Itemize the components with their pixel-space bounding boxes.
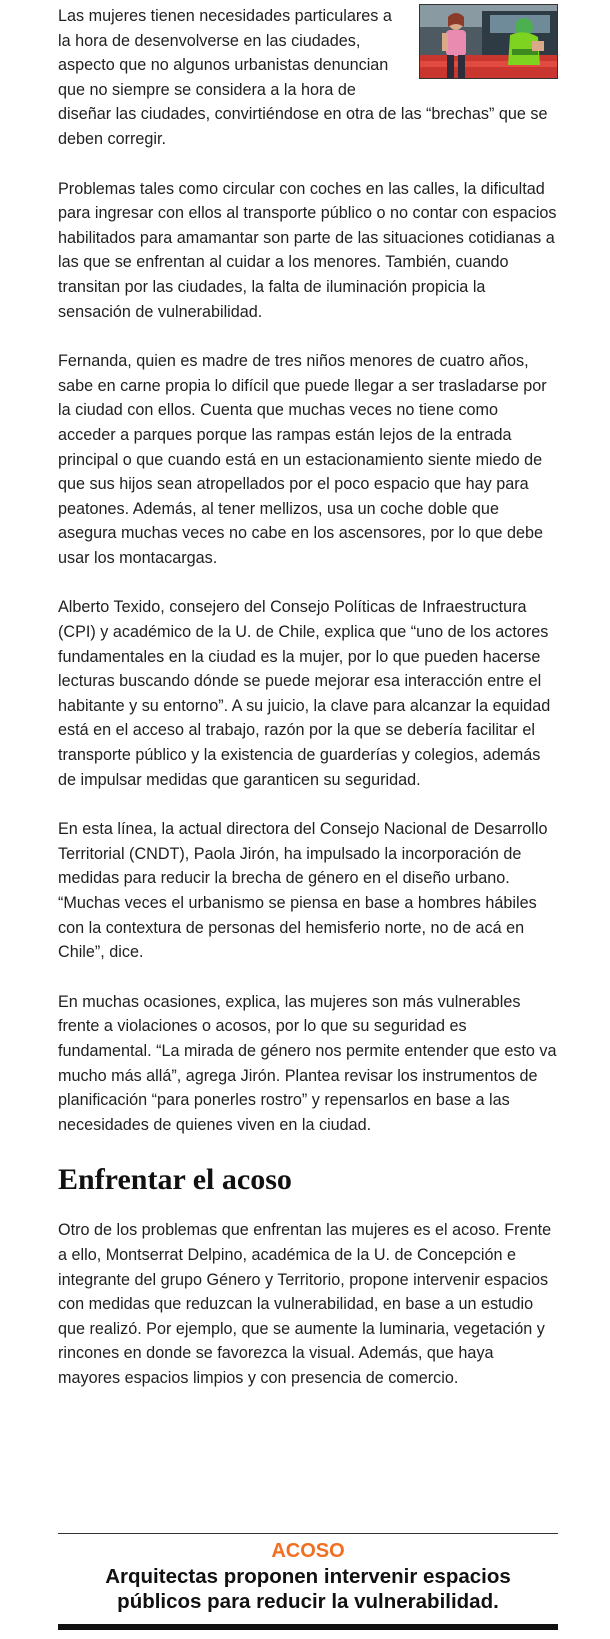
article-thumbnail-image [419,4,558,79]
related-article-kicker: ACOSO [271,1540,345,1562]
article-body [58,0,558,1416]
article-paragraph-4: Alberto Texido, consejero del Consejo Políticas de Infraestructura (CPI) y académico de la U. de Chile, explica que “uno de los actores fundamentales en la ciudad es la mujer, por lo que pueden hacerse lecturas buscando dónde se puede mejorar esa interacción entre el habitante y su entorno”. A su juicio, la clave para alcanzar la equidad está en el acceso al trabajo, razón por la que se debería facilitar el transporte público y la existencia de guarderías y colegios, además de impulsar medidas que garanticen su seguridad. [58,598,551,789]
article-paragraph-3: Fernanda, quien es madre de tres niños menores de cuatro años, sabe en carne propia lo difícil que puede llegar a ser trasladarse por la ciudad con ellos. Cuenta que muchas veces no tiene como acceder a parques porque las rampas están lejos de la entrada principal o que cuando está en un estacionamiento siente miedo de que sus hijos sean atropellados por el poco espacio que hay para peatones. Además, al tener mellizos, usa un coche doble que asegura muchas veces no cabe en los ascensores, por lo que debe usar los montacargas. [58,352,547,567]
article-paragraph-7: Otro de los problemas que enfrentan las mujeres es el acoso. Frente a ello, Montserrat Delpino, académica de la U. de Concepción e integrante del grupo Género y Territorio, propone intervenir espacios con medidas que reduzcan la vulnerabilidad, en base a un estudio que realizó. Por ejemplo, que se aumente la luminaria, vegetación y rincones en donde se favorezca la visual. Además, que haya mayores espacios limpios y con presencia de comercio. [58,1221,552,1387]
article-paragraph-5: En esta línea, la actual directora del Consejo Nacional de Desarrollo Territorial (CNDT), Paola Jirón, ha impulsado la incorporación de medidas para reducir la brecha de género en el diseño urbano. “Muchas veces el urbanismo se piensa en base a hombres hábiles con la contextura de personas del hemisferio norte, no de acá en Chile”, dice. [58,820,548,962]
article-paragraph-1 [58,4,558,152]
related-article-card[interactable] [58,1533,558,1630]
related-article-title-link[interactable]: Arquitectas proponen intervenir espacios públicos para reducir la vulnerabilidad. [105,1565,511,1613]
article-paragraph-6: En muchas ocasiones, explica, las mujeres son más vulnerables frente a violaciones o acosos, por lo que su seguridad es fundamental. “La mirada de género nos permite entender que esto va mucho más allá”, agrega Jirón. Plantea revisar los instrumentos de planificación “para ponerles rostro” y repensarlos en base a las necesidades de quienes viven en la ciudad. [58,992,557,1134]
article-paragraph-1-text: Las mujeres tienen necesidades particulares a la hora de desenvolverse en las ciudades, aspecto que no algunos urbanistas denuncian que no siempre se considera a la hora de diseñar las ciudades, convirtiéndose en otra de las “brechas” que se deben corregir. [58,7,548,148]
article-paragraph-2: Problemas tales como circular con coches en las calles, la dificultad para ingresar con ellos al transporte público o no contar con espacios habilitados para amamantar son parte de las situaciones cotidianas a las que se enfrentan al cuidar a los menores. También, cuando transitan por las ciudades, la falta de iluminación propicia la sensación de vulnerabilidad. [58,179,557,321]
related-article-divider [58,1624,558,1630]
section-heading: Enfrentar el acoso [58,1163,292,1197]
